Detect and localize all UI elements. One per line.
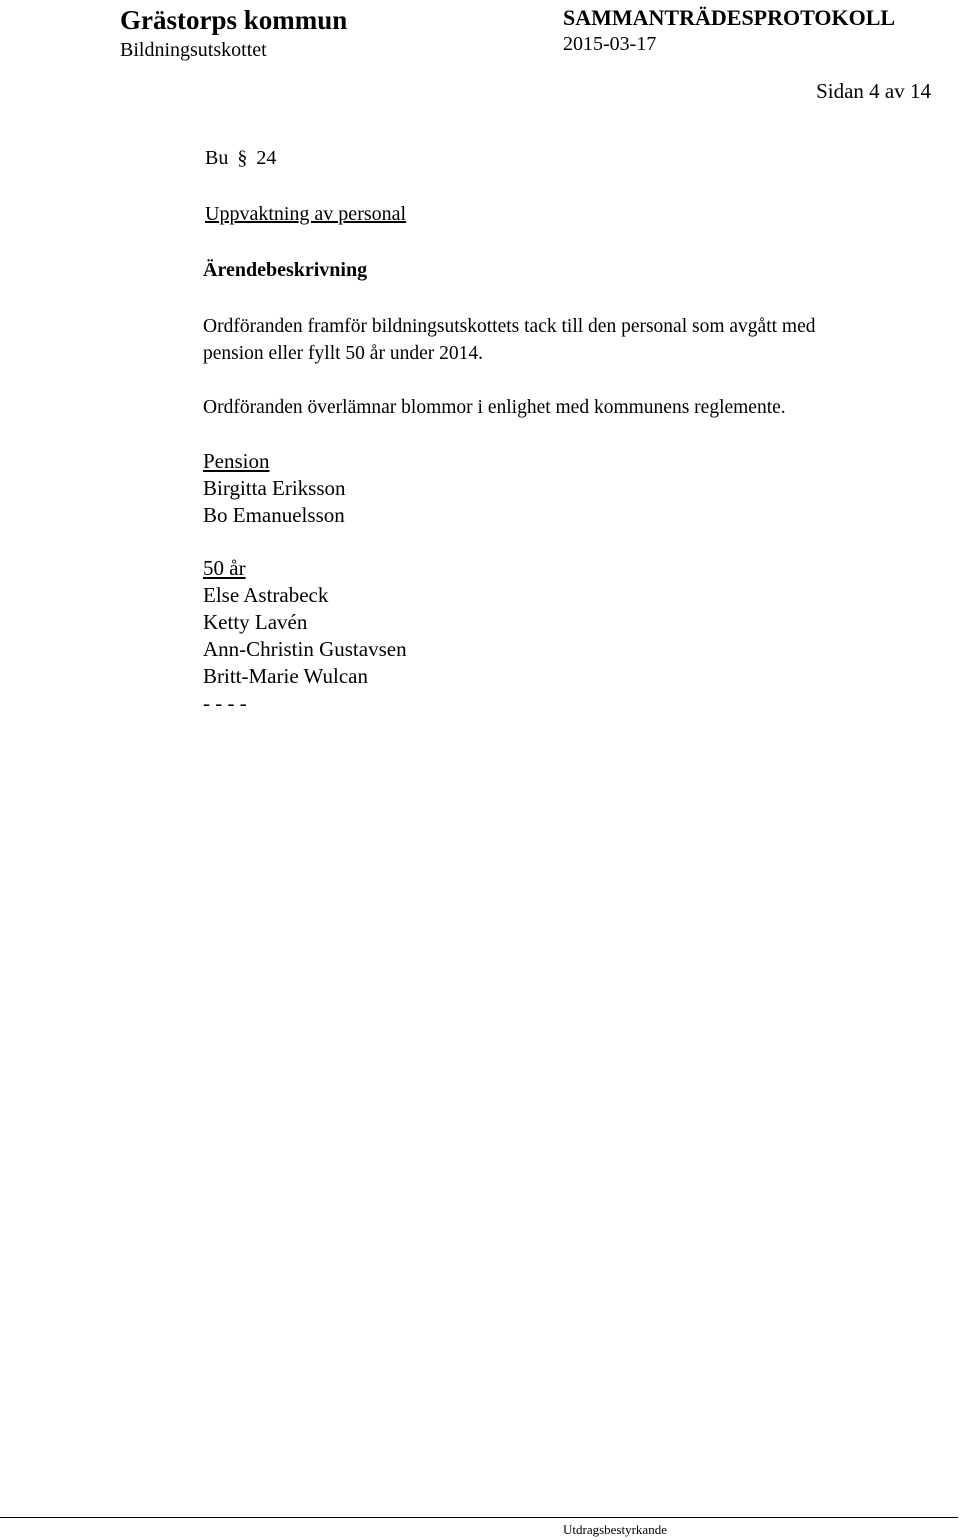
pension-group <box>203 448 346 529</box>
description-paragraph <box>203 313 948 367</box>
section-symbol: § <box>237 147 248 169</box>
paragraph-number <box>205 146 276 170</box>
person-name: Ann-Christin Gustavsen <box>203 637 407 661</box>
fifty-years-group <box>203 555 407 690</box>
person-name: Else Astrabeck <box>203 583 329 607</box>
item-subject: Uppvaktning av personal <box>205 203 407 225</box>
document-type: SAMMANTRÄDESPROTOKOLL <box>563 5 896 30</box>
person-name: Birgitta Eriksson <box>203 476 346 500</box>
footer-label: Utdragsbestyrkande <box>563 1522 667 1537</box>
footer-divider <box>0 1517 958 1518</box>
section-heading: Ärendebeskrivning <box>203 259 368 281</box>
person-name: Bo Emanuelsson <box>203 503 345 527</box>
paragraph-number-value: 24 <box>256 147 277 169</box>
person-name: Ketty Lavén <box>203 610 308 634</box>
decision-paragraph: Ordföranden överlämnar blommor i enlighet med kommunens reglemente. <box>203 397 786 418</box>
description-line: Ordföranden framför bildningsutskottets tack till den personal som avgått med <box>203 316 816 337</box>
description-line: pension eller fyllt 50 år under 2014. <box>203 343 483 364</box>
group-heading: 50 år <box>203 556 246 580</box>
page-number: Sidan 4 av 14 <box>816 79 931 103</box>
committee-name: Bildningsutskottet <box>120 39 267 61</box>
paragraph-prefix: Bu <box>205 147 229 169</box>
group-heading: Pension <box>203 449 270 473</box>
meeting-date: 2015-03-17 <box>563 33 657 55</box>
end-marker: - - - - <box>203 691 247 715</box>
org-name: Grästorps kommun <box>120 5 348 35</box>
person-name: Britt-Marie Wulcan <box>203 664 368 688</box>
